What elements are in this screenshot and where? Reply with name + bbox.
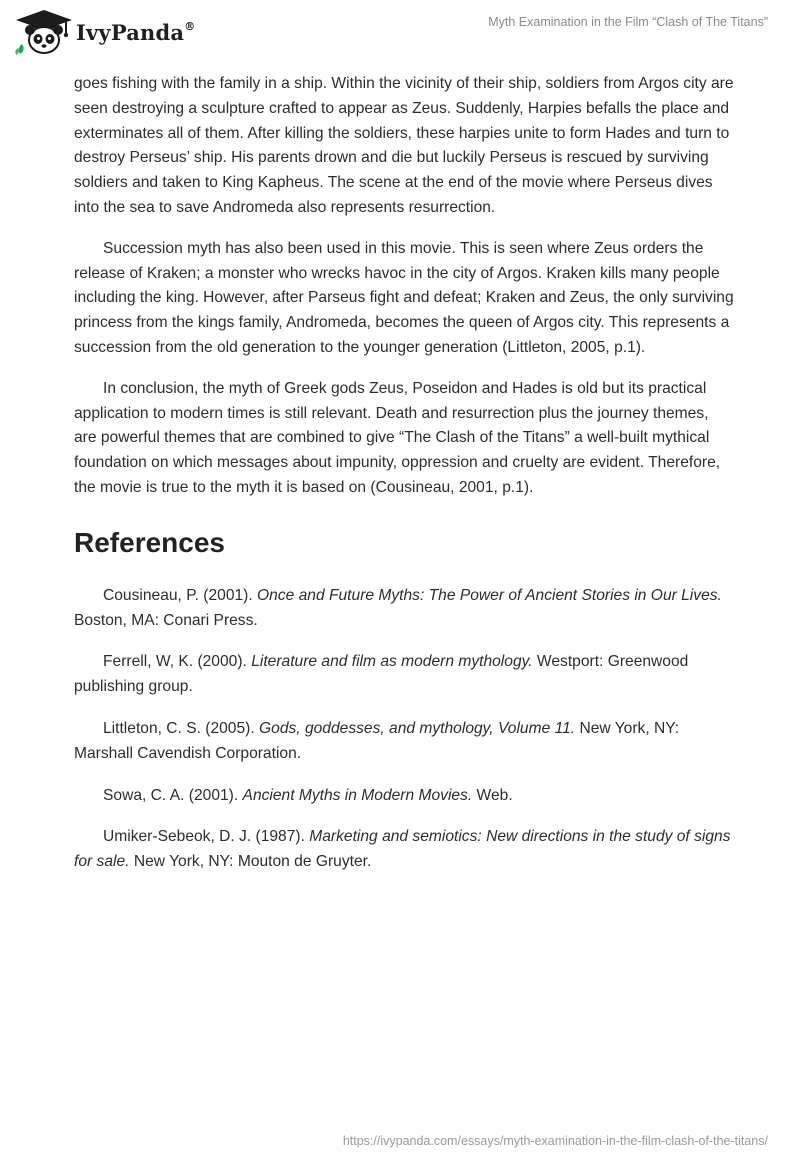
- reference-item: Umiker-Sebeok, D. J. (1987). Marketing and semiotics: New directions in the study of signs for sale. New York, NY: Mouton de Gruyter.: [74, 828, 731, 871]
- reference-item: Sowa, C. A. (2001). Ancient Myths in Modern Movies. Web.: [103, 786, 513, 804]
- body-paragraph: goes fishing with the family in a ship. Within the vicinity of their ship, soldiers from Argos city are seen destroying a sculpture crafted to appear as Zeus. Suddenly, Harpies befalls the place and exterminates all of them. After killing the soldiers, these harpies unite to form Hades and turn to destroy Perseus’ ship. His parents drown and die but luckily Perseus is rescued by surviving soldiers and taken to King Kapheus. The scene at the end of the movie where Perseus dives into the sea to save Andromeda also represents resurrection.: [74, 75, 734, 216]
- body-paragraph: Succession myth has also been used in this movie. This is seen where Zeus orders the release of Kraken; a monster who wrecks havoc in the city of Argos. Kraken kills many people including the king. However, after Parseus fight and defeat; Kraken and Zeus, the only surviving princess from the kings family, Andromeda, becomes the queen of Argos city. This represents a succession from the old generation to the younger generation (Littleton, 2005, p.1).: [74, 239, 734, 356]
- logo-wordmark: IvyPanda®: [76, 19, 196, 45]
- ivypanda-logo[interactable]: [14, 8, 195, 56]
- page-header: [0, 0, 800, 70]
- document-title: Myth Examination in the Film “Clash of The Titans”: [488, 15, 768, 29]
- references-heading: References: [74, 526, 225, 558]
- panda-graduate-icon: [14, 8, 74, 56]
- essay-content: [74, 72, 734, 892]
- reference-item: Cousineau, P. (2001). Once and Future Myths: The Power of Ancient Stories in Our Lives. Boston, MA: Conari Press.: [74, 586, 722, 629]
- reference-item: Ferrell, W, K. (2000). Literature and film as modern mythology. Westport: Greenwood publishing group.: [74, 653, 689, 696]
- body-paragraph: In conclusion, the myth of Greek gods Zeus, Poseidon and Hades is old but its practical application to modern times is still relevant. Death and resurrection plus the journey themes, are powerful themes that are combined to give “The Clash of the Titans” a well-built mythical foundation on which messages about impunity, oppression and cruelty are evident. Therefore, the movie is true to the myth it is based on (Cousineau, 2001, p.1).: [74, 379, 721, 496]
- reference-item: Littleton, C. S. (2005). Gods, goddesses, and mythology, Volume 11. New York, NY: Marshall Cavendish Corporation.: [74, 719, 680, 762]
- source-url-link[interactable]: https://ivypanda.com/essays/myth-examination-in-the-film-clash-of-the-titans/: [342, 1134, 768, 1148]
